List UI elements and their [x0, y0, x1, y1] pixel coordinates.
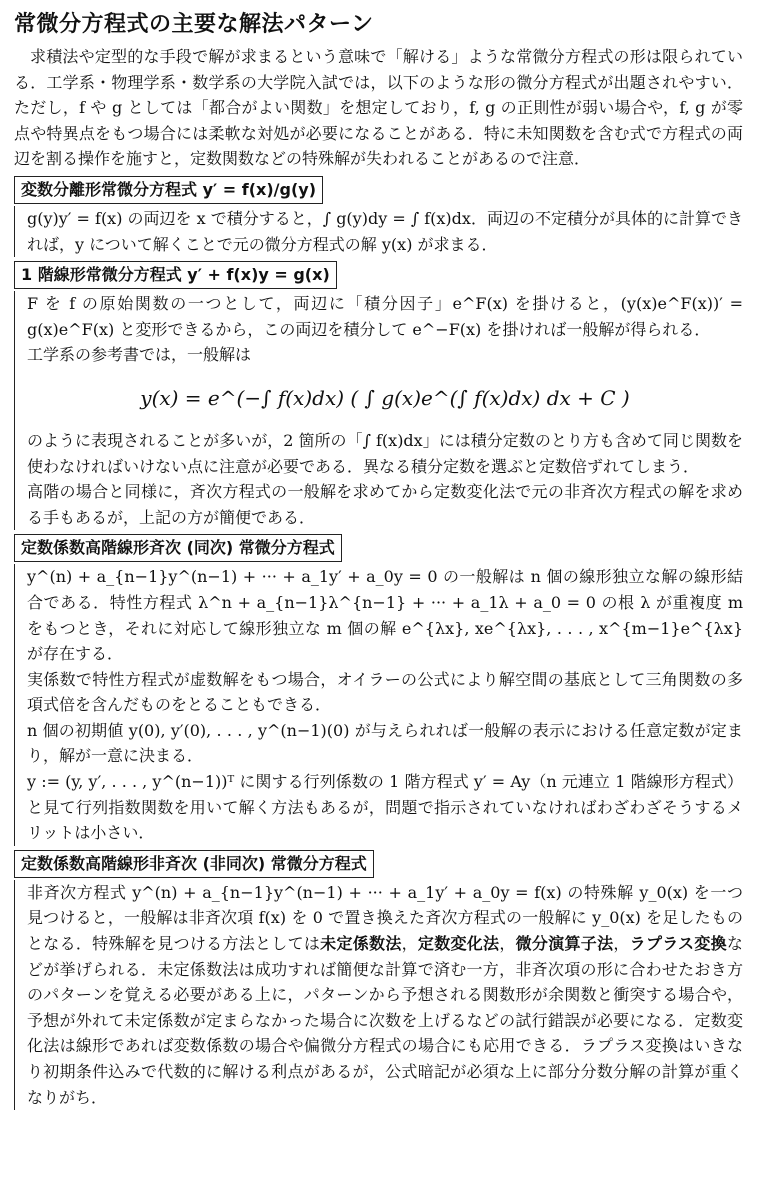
initial-values-note: n 個の初期値 y(0), y′(0), . . . , y^(n−1)(0) が与えられれば一般解の表示における任意定数が定まり，解が一意に決まる．: [27, 720, 743, 766]
complex-roots-note: 実係数で特性方程式が虚数解をもつ場合，オイラーの公式により解空間の基底として三角関数の多項式倍を含んだものをとることもできる．: [27, 669, 743, 715]
section-body-separable: [14, 206, 743, 257]
section-heading-first-order-linear: 1 階線形常微分方程式 y′ + f(x)y = g(x): [14, 261, 337, 289]
section-heading-homogeneous: 定数係数高階線形斉次 (同次) 常微分方程式: [14, 534, 342, 562]
sep-3: ，: [613, 934, 630, 954]
sep-2: ，: [499, 934, 516, 954]
separable-text: g(y)y′ = f(x) の両辺を x で積分すると，∫ g(y)dy = ∫ f(x)dx．両辺の不定積分が具体的に計算できれば，y について解くことで元の微分方程式の解 y(x) が求まる．: [27, 208, 743, 254]
nonhomogeneous-text-b: などが挙げられる．未定係数法は成功すれば簡便な計算で済む一方，非斉次項の形に合わせたおき方のパターンを覚える必要がある上に，パターンから予想される関数形が余関数と衝突する場合や，予想が外れて未定係数が定まらなかった場合に次数を上げるなどの試行錯誤が必要になる．定数変化法は線形であれば変数係数の場合や偏微分方程式の場合にも応用できる．ラプラス変換はいきなり初期条件込みで代数的に解ける利点があるが，公式暗記が必須な上に部分分数分解の計算が重くなりがち．: [27, 934, 743, 1107]
section-body-first-order-linear: [14, 291, 743, 530]
nonhomogeneous-text: [27, 880, 743, 1110]
section-heading-nonhomogeneous: 定数係数高階線形非斉次 (非同次) 常微分方程式: [14, 850, 374, 878]
nonhomogeneous-text-a: 非斉次方程式 y^(n) + a_{n−1}y^(n−1) + ··· + a_1y′ + a_0y = f(x) の特殊解 y_0(x) を一つ見つけると，一般解は非斉次項 f(x) を 0 で置き換えた斉次方程式の一般解に y_0(x) を足したものとなる．特殊解を見つける方法としては: [27, 882, 743, 954]
method-variation-of-constants: 定数変化法: [417, 934, 500, 954]
sep-1: ，: [401, 934, 418, 954]
variation-note: 高階の場合と同様に，斉次方程式の一般解を求めてから定数変化法で元の非斉次方程式の解を求める手もあるが，上記の方が簡便である．: [27, 482, 743, 527]
section-body-homogeneous: [14, 564, 743, 846]
general-solution-formula: y(x) = e^(−∫ f(x)dx) ( ∫ g(x)e^(∫ f(x)dx) dx + C ): [140, 385, 630, 410]
homogeneous-general-solution: y^(n) + a_{n−1}y^(n−1) + ··· + a_1y′ + a_0y = 0 の一般解は n 個の線形独立な解の線形結合である．特性方程式 λ^n + a_{n−1}λ^{n−1} + ··· + a_1λ + a_0 = 0 の根 λ が重複度 m をもつとき，それに対応して線形独立な m 個の解 e^{λx}, xe^{λx}, . . . , x^{m−1}e^{λx} が存在する．: [27, 567, 743, 664]
method-undetermined-coefficients: 未定係数法: [320, 934, 402, 954]
method-laplace-transform: ラプラス変換: [629, 934, 727, 954]
integrating-factor-text: F を f の原始関数の一つとして，両辺に「積分因子」e^F(x) を掛けると，(y(x)e^F(x))′ = g(x)e^F(x) と変形できるから，この両辺を積分して e^−F(x) を掛ければ一般解が得られる．: [27, 294, 743, 339]
page-title: 常微分方程式の主要な解法パターン: [14, 12, 374, 37]
intro-paragraph: 求積法や定型的な手段で解が求まるという意味で「解ける」ような常微分方程式の形は限られている．工学系・物理学系・数学系の大学院入試では，以下のような形の微分方程式が出題されやすい．ただし，f や g としては「都合がよい関数」を想定しており，f, g の正則性が弱い場合や，f, g が零点や特異点をもつ場合には柔軟な対処が必要になることがある．特に未知関数を含む式で方程式の両辺を割る操作を施すと，定数関数などの特殊解が失われることがあるので注意．: [14, 47, 743, 169]
section-heading-separable: 変数分離形常微分方程式 y′ = f(x)/g(y): [14, 176, 323, 204]
section-body-nonhomogeneous: [14, 880, 743, 1110]
method-differential-operator: 微分演算子法: [515, 934, 614, 954]
matrix-exponential-note: y := (y, y′, . . . , y^(n−1))ᵀ に関する行列係数の 1 階方程式 y′ = Ay（n 元連立 1 階線形方程式）と見て行列指数関数を用いて解く方法もあるが，問題で指示されていなければわざわざそうするメリットは小さい．: [27, 772, 743, 843]
general-solution-intro: 工学系の参考書では，一般解は: [27, 345, 252, 365]
integration-constant-note: のように表現されることが多いが，2 箇所の「∫ f(x)dx」には積分定数のとり方も含めて同じ関数を使わなければいけない点に注意が必要である．異なる積分定数を選ぶと定数倍ずれてしまう．: [27, 430, 743, 476]
